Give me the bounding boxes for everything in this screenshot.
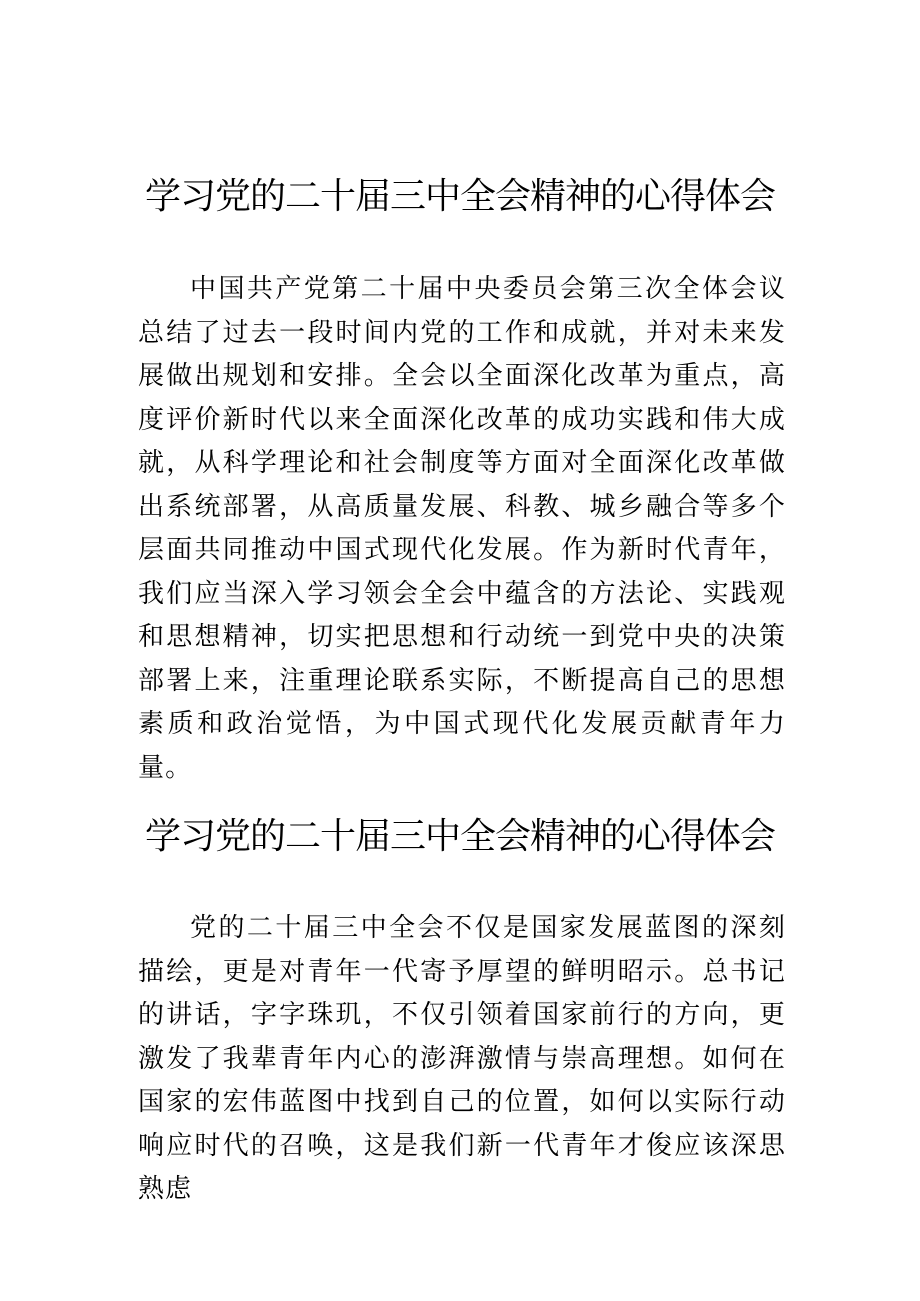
section-paragraph: 党的二十届三中全会不仅是国家发展蓝图的深刻描绘，更是对青年一代寄予厚望的鲜明昭示。总书记的讲话，字字珠玑，不仅引领着国家前行的方向，更激发了我辈青年内心的澎湃激情与崇高理想。如何在国家的宏伟蓝图中找到自己的位置，如何以实际行动响应时代的召唤，这是我们新一代青年才俊应该深思熟虑 <box>138 913 786 1204</box>
section-paragraph: 中国共产党第二十届中央委员会第三次全体会议总结了过去一段时间内党的工作和成就，并对未来发展做出规划和安排。全会以全面深化改革为重点，高度评价新时代以来全面深化改革的成功实践和伟大成就，从科学理论和社会制度等方面对全面深化改革做出系统部署，从高质量发展、科教、城乡融合等多个层面共同推动中国式现代化发展。作为新时代青年，我们应当深入学习领会全会中蕴含的方法论、实践观和思想精神，切实把思想和行动统一到党中央的决策部署上来，注重理论联系实际，不断提高自己的思想素质和政治觉悟，为中国式现代化发展贡献青年力量。 <box>138 274 786 783</box>
section-title: 学习党的二十届三中全会精神的心得体会 <box>144 816 775 857</box>
section-title: 学习党的二十届三中全会精神的心得体会 <box>144 176 775 217</box>
